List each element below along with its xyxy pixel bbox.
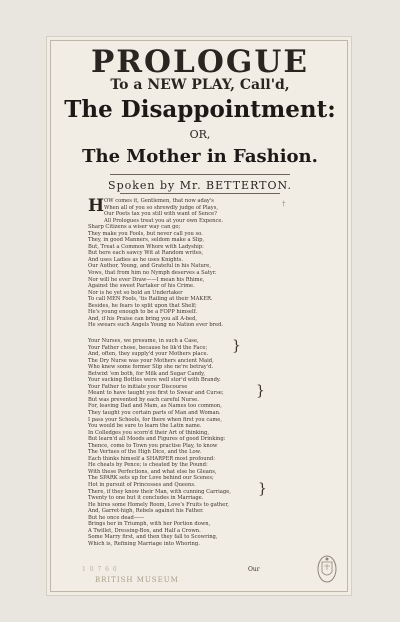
- poem-line: Which is, Refining Marriage into Whoring.: [88, 540, 200, 547]
- spoken-rule: [120, 193, 280, 194]
- poem-line: But here each sawcy Wit at Random writes,: [88, 250, 204, 257]
- poem-line: Brings her in Triumph, with her Portion down,: [88, 521, 211, 528]
- poem-line: And, if his Praise can bring you all A-bed,: [88, 315, 198, 322]
- poem-line: To call MEN Fools, 'tis Railing at their MAKER.: [88, 296, 213, 303]
- poem-line: But was prevented by each careful Nurse.: [88, 396, 199, 403]
- poem-line: He hires some Homely Room, Love's Fruits to gather,: [88, 501, 229, 508]
- poem-line: Sharp Citizens a wiser way can go;: [88, 224, 181, 231]
- poem-line: And uses Ladies as he uses Knights.: [88, 256, 184, 263]
- poem-line: A Twillet, Dressing-Box, and Half a Crown.: [88, 527, 201, 534]
- poem-line: I pass your Schools, for there when first you came,: [88, 416, 222, 423]
- poem-line: In Colledges you scorn'd their Art of thinking,: [88, 429, 209, 436]
- poem-line: And, Garret-high, Rebels against his Father.: [88, 508, 204, 515]
- poem-line: OW comes it, Gentlemen, that now aday's: [104, 198, 214, 204]
- poem-line: He's young enough to be a FOPP himself.: [88, 309, 198, 316]
- alt-title: The Mother in Fashion.: [82, 146, 318, 167]
- poem-line: But he once dead——: [88, 514, 145, 521]
- poem-line: Each thinks himself a SHARPER most profound:: [88, 455, 215, 462]
- drop-cap: H: [88, 196, 105, 216]
- poem-line: Twenty to one but it concludes in Marriage.: [88, 495, 204, 502]
- poem-line: Besides, he fears to split upon that Shelf;: [88, 302, 197, 309]
- poem-line: When all of you so shrewdly judge of Plays,: [104, 204, 219, 211]
- poem-line: They, in good Manners, seldom make a Slip,: [88, 237, 205, 244]
- poem-line: The Dry Nurse was your Mothers ancient Maid,: [88, 357, 214, 364]
- subtitle-line: To a NEW PLAY, Call'd,: [110, 77, 290, 93]
- margin-mark: †: [282, 200, 286, 208]
- poem-line: And, often, they supply'd your Mothers place.: [88, 351, 209, 358]
- poem-line: Nor will he ever Draw——I mean his Rhime,: [88, 276, 205, 283]
- spoken-by-line: Spoken by Mr. BETTERTON.: [108, 179, 292, 192]
- poem-line: Nor is he yet so bold an Undertaker: [88, 289, 183, 296]
- poem-line: Some Marry first, and then they fall to Scowring,: [88, 534, 218, 541]
- poem-line: They taught you certain parts of Man and Woman.: [88, 410, 221, 417]
- poem-line: With these Perfections, and what else he Gleans,: [88, 468, 217, 475]
- title-rule: [110, 174, 290, 175]
- stanza-two: [88, 338, 308, 548]
- poem-line: For, leaving Dad and Mam, as Names too common,: [88, 403, 222, 410]
- museum-stamp-name: BRITISH MUSEUM: [95, 576, 179, 584]
- poem-line: They make you Fools, but never call you so.: [88, 230, 203, 237]
- poem-line: Your sucking Bottles were well stor'd with Brandy.: [88, 377, 221, 384]
- prologue-heading: PROLOGUE: [90, 44, 309, 80]
- poem-line: Who knew some former Slip she ne're betray'd.: [88, 364, 214, 371]
- triplet-brace: }: [256, 383, 265, 399]
- museum-stamp-number: 1 0 7 6 0: [82, 566, 118, 573]
- poem-line: But learn'd all Moods and Figures of good Drinking:: [88, 436, 226, 443]
- or-line: OR,: [189, 128, 211, 141]
- poem-line: Hot in pursuit of Princesses and Queens.: [88, 482, 196, 489]
- triplet-brace: }: [232, 338, 241, 354]
- poem-line: The SPARK sets up for Love behind our Scenes;: [88, 475, 214, 482]
- poem-line: Meant to have taught you first to Swear and Curse;: [88, 390, 224, 397]
- poem-line: Against the sweet Partaker of his Crime.: [88, 283, 195, 290]
- poem-line: All Prologues treat you at your own Expence.: [104, 217, 224, 224]
- poem-line: There, if they know their Man, with cunning Carriage,: [88, 488, 231, 495]
- poem-line: Your Nurses, we presume, in such a Case,: [88, 338, 199, 344]
- poem-line: Betwixt 'em both, for Milk and Sugar Candy,: [88, 370, 206, 377]
- poem-line: The Vertues of the High Dice, and the Low.: [88, 449, 202, 456]
- poem-line: Our Poets tax you still with want of Sence?: [104, 211, 217, 218]
- poem-line: Your Father to initiate your Discourse: [88, 383, 188, 390]
- poem-line: He swears such Angels Young no Nation ever bred.: [88, 322, 224, 329]
- catchword: Our: [248, 566, 260, 573]
- stanza-one: [88, 198, 308, 329]
- poem-line: He cheats by Pence; is cheated by the Pound:: [88, 462, 208, 469]
- poem-line: Thence, come to Town you practise Play, to know: [88, 442, 218, 449]
- poem-line: Vows, that from him no Nymph deserves a Satyr.: [88, 270, 217, 277]
- poem-line: But, Treat a Common Whore with Ladyship:: [88, 243, 204, 250]
- poem-line: Your Father chose, because he lik'd the Face;: [88, 344, 208, 351]
- poem-line: Our Author, Young, and Grateful in his Nature,: [88, 263, 212, 270]
- play-title: The Disappointment:: [64, 96, 336, 123]
- poem-line: You would be sure to learn the Latin name.: [88, 423, 202, 430]
- triplet-brace: }: [258, 481, 267, 497]
- crest-stamp-icon: [316, 554, 338, 584]
